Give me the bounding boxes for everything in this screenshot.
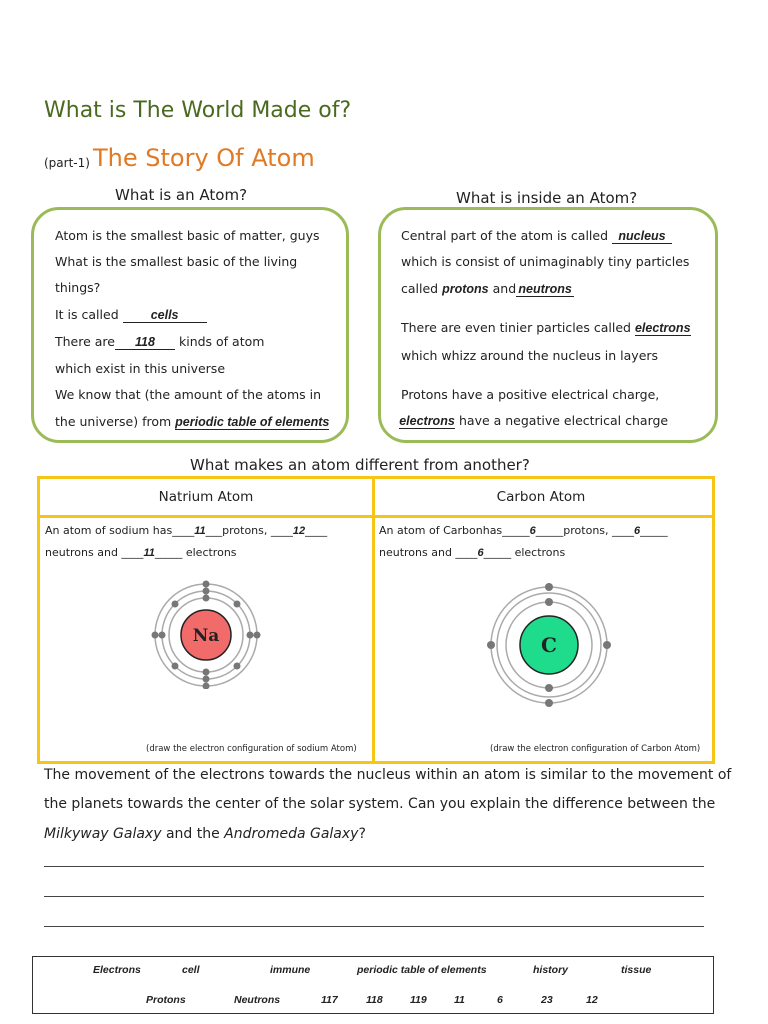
atom-definition-box xyxy=(31,207,349,443)
text-fragment: It is called xyxy=(55,307,119,322)
word-bank-item: immune xyxy=(270,964,311,976)
word-bank-item: 117 xyxy=(321,994,338,1006)
carbon-note: (draw the electron configuration of Carbon Atom) xyxy=(490,744,701,754)
compare-heading: What makes an atom different from another? xyxy=(190,456,530,474)
text-fragment: electrons xyxy=(185,546,237,559)
text-fragment: electrons xyxy=(514,546,566,559)
carbon-line-1: An atom of Carbonhas_____6_____protons, ____6_____ xyxy=(379,524,668,537)
story-title: The Story Of Atom xyxy=(93,144,315,172)
natrium-line-1: An atom of sodium has____11___protons, ____12____ xyxy=(45,524,328,537)
carbon-line-2: neutrons and ____6_____ electrons xyxy=(379,546,566,559)
milkyway-galaxy: Milkyway Galaxy xyxy=(44,826,162,842)
electron-dot xyxy=(545,699,553,707)
answer-electrons: electrons xyxy=(634,321,691,335)
word-bank-item: tissue xyxy=(621,964,652,976)
answer-protons: protons xyxy=(442,282,489,296)
column-divider xyxy=(372,479,375,761)
electron-dot xyxy=(247,632,254,639)
text-line: things? xyxy=(55,280,101,295)
text-line xyxy=(401,320,691,336)
word-bank-item: Electrons xyxy=(93,964,141,976)
word-bank xyxy=(32,956,714,1014)
natrium-protons: 11 xyxy=(194,525,206,537)
atom-comparison-table xyxy=(37,476,715,764)
question-line-3 xyxy=(44,826,366,842)
answer-line-3[interactable] xyxy=(44,926,704,927)
text-fragment: protons, xyxy=(222,524,268,537)
electron-dot xyxy=(545,583,553,591)
electron-dot xyxy=(487,641,495,649)
natrium-neutrons: 12 xyxy=(292,525,306,537)
text-line xyxy=(55,334,264,350)
text-fragment: have a negative electrical charge xyxy=(458,413,669,428)
electron-dot xyxy=(172,601,179,608)
page-title: What is The World Made of? xyxy=(44,98,352,123)
text-line: which is consist of unimaginably tiny particles xyxy=(401,254,690,269)
text-line: which whizz around the nucleus in layers xyxy=(401,348,659,363)
electron-dot xyxy=(234,601,241,608)
answer-electrons-2: electrons xyxy=(399,414,455,428)
word-bank-item: Neutrons xyxy=(234,994,281,1006)
sodium-atom-diagram xyxy=(146,569,266,689)
text-fragment: neutrons and xyxy=(45,546,118,559)
text-fragment: There are xyxy=(55,334,115,349)
word-bank-item: history xyxy=(533,964,569,976)
andromeda-galaxy: Andromeda Galaxy xyxy=(224,826,359,842)
left-box-heading: What is an Atom? xyxy=(115,186,248,204)
electron-dot xyxy=(254,632,261,639)
text-fragment: An atom of sodium has xyxy=(45,524,173,537)
answer-nucleus: nucleus xyxy=(612,229,672,244)
electron-dot xyxy=(203,581,210,588)
text-line xyxy=(401,228,672,244)
natrium-line-2: neutrons and ____11_____ electrons xyxy=(45,546,237,559)
text-line: We know that (the amount of the atoms in xyxy=(55,387,321,402)
electron-dot xyxy=(203,595,210,602)
text-line xyxy=(399,413,668,429)
carbon-atom-diagram xyxy=(484,579,614,709)
word-bank-item: 119 xyxy=(410,994,427,1006)
text-line: Atom is the smallest basic of matter, guys xyxy=(55,228,320,243)
electron-dot xyxy=(203,669,210,676)
carbon-electrons: 6 xyxy=(477,547,484,559)
electron-dot xyxy=(545,598,553,606)
question-line-1: The movement of the electrons towards the nucleus within an atom is similar to the movement of xyxy=(44,767,732,783)
sodium-symbol: Na xyxy=(192,626,220,646)
electron-dot xyxy=(203,676,210,683)
word-bank-item: cell xyxy=(182,964,200,976)
part-label: (part-1) xyxy=(44,156,90,170)
text-fragment: and the xyxy=(165,826,220,842)
natrium-header: Natrium Atom xyxy=(158,489,254,505)
text-line: which exist in this universe xyxy=(55,361,226,376)
answer-neutrons: neutrons xyxy=(516,282,574,297)
text-fragment: Central part of the atom is called xyxy=(401,228,609,243)
word-bank-item: 11 xyxy=(454,994,465,1006)
text-line xyxy=(55,307,207,323)
text-line: Protons have a positive electrical charge, xyxy=(401,387,660,402)
electron-dot xyxy=(152,632,159,639)
carbon-symbol: C xyxy=(541,633,557,657)
header-divider xyxy=(40,515,712,518)
answer-line-1[interactable] xyxy=(44,866,704,867)
atom-inside-box xyxy=(378,207,718,443)
word-bank-item: Protons xyxy=(146,994,186,1006)
electron-dot xyxy=(545,684,553,692)
natrium-note: (draw the electron configuration of sodium Atom) xyxy=(146,744,357,754)
electron-dot xyxy=(172,663,179,670)
word-bank-item: 23 xyxy=(541,994,553,1006)
carbon-neutrons: 6 xyxy=(634,525,641,537)
word-bank-item: 6 xyxy=(497,994,503,1006)
word-bank-item: 12 xyxy=(586,994,598,1006)
text-fragment: There are even tinier particles called xyxy=(401,320,631,335)
text-line xyxy=(401,281,574,297)
text-fragment: neutrons and xyxy=(379,546,452,559)
text-fragment: and xyxy=(492,281,517,296)
carbon-header: Carbon Atom xyxy=(496,489,586,505)
text-fragment: called xyxy=(401,281,439,296)
text-fragment: An atom of Carbonhas xyxy=(379,524,503,537)
carbon-protons: 6 xyxy=(529,525,536,537)
electron-dot xyxy=(203,683,210,690)
electron-dot xyxy=(603,641,611,649)
right-box-heading: What is inside an Atom? xyxy=(456,189,638,207)
word-bank-item: 118 xyxy=(366,994,383,1006)
text-fragment: kinds of atom xyxy=(178,334,265,349)
text-fragment: protons, xyxy=(563,524,609,537)
electron-dot xyxy=(203,588,210,595)
answer-cells: cells xyxy=(123,308,207,323)
electron-dot xyxy=(159,632,166,639)
text-fragment: ? xyxy=(358,826,366,842)
answer-118: 118 xyxy=(115,335,175,350)
natrium-electrons: 11 xyxy=(143,547,155,559)
question-line-2: the planets towards the center of the solar system. Can you explain the difference between the xyxy=(44,796,716,812)
text-fragment: the universe) from xyxy=(55,414,172,429)
text-line xyxy=(55,414,329,430)
answer-line-2[interactable] xyxy=(44,896,704,897)
text-line: What is the smallest basic of the living xyxy=(55,254,298,269)
answer-periodic-table: periodic table of elements xyxy=(175,415,330,429)
electron-dot xyxy=(234,663,241,670)
word-bank-item: periodic table of elements xyxy=(357,964,487,976)
